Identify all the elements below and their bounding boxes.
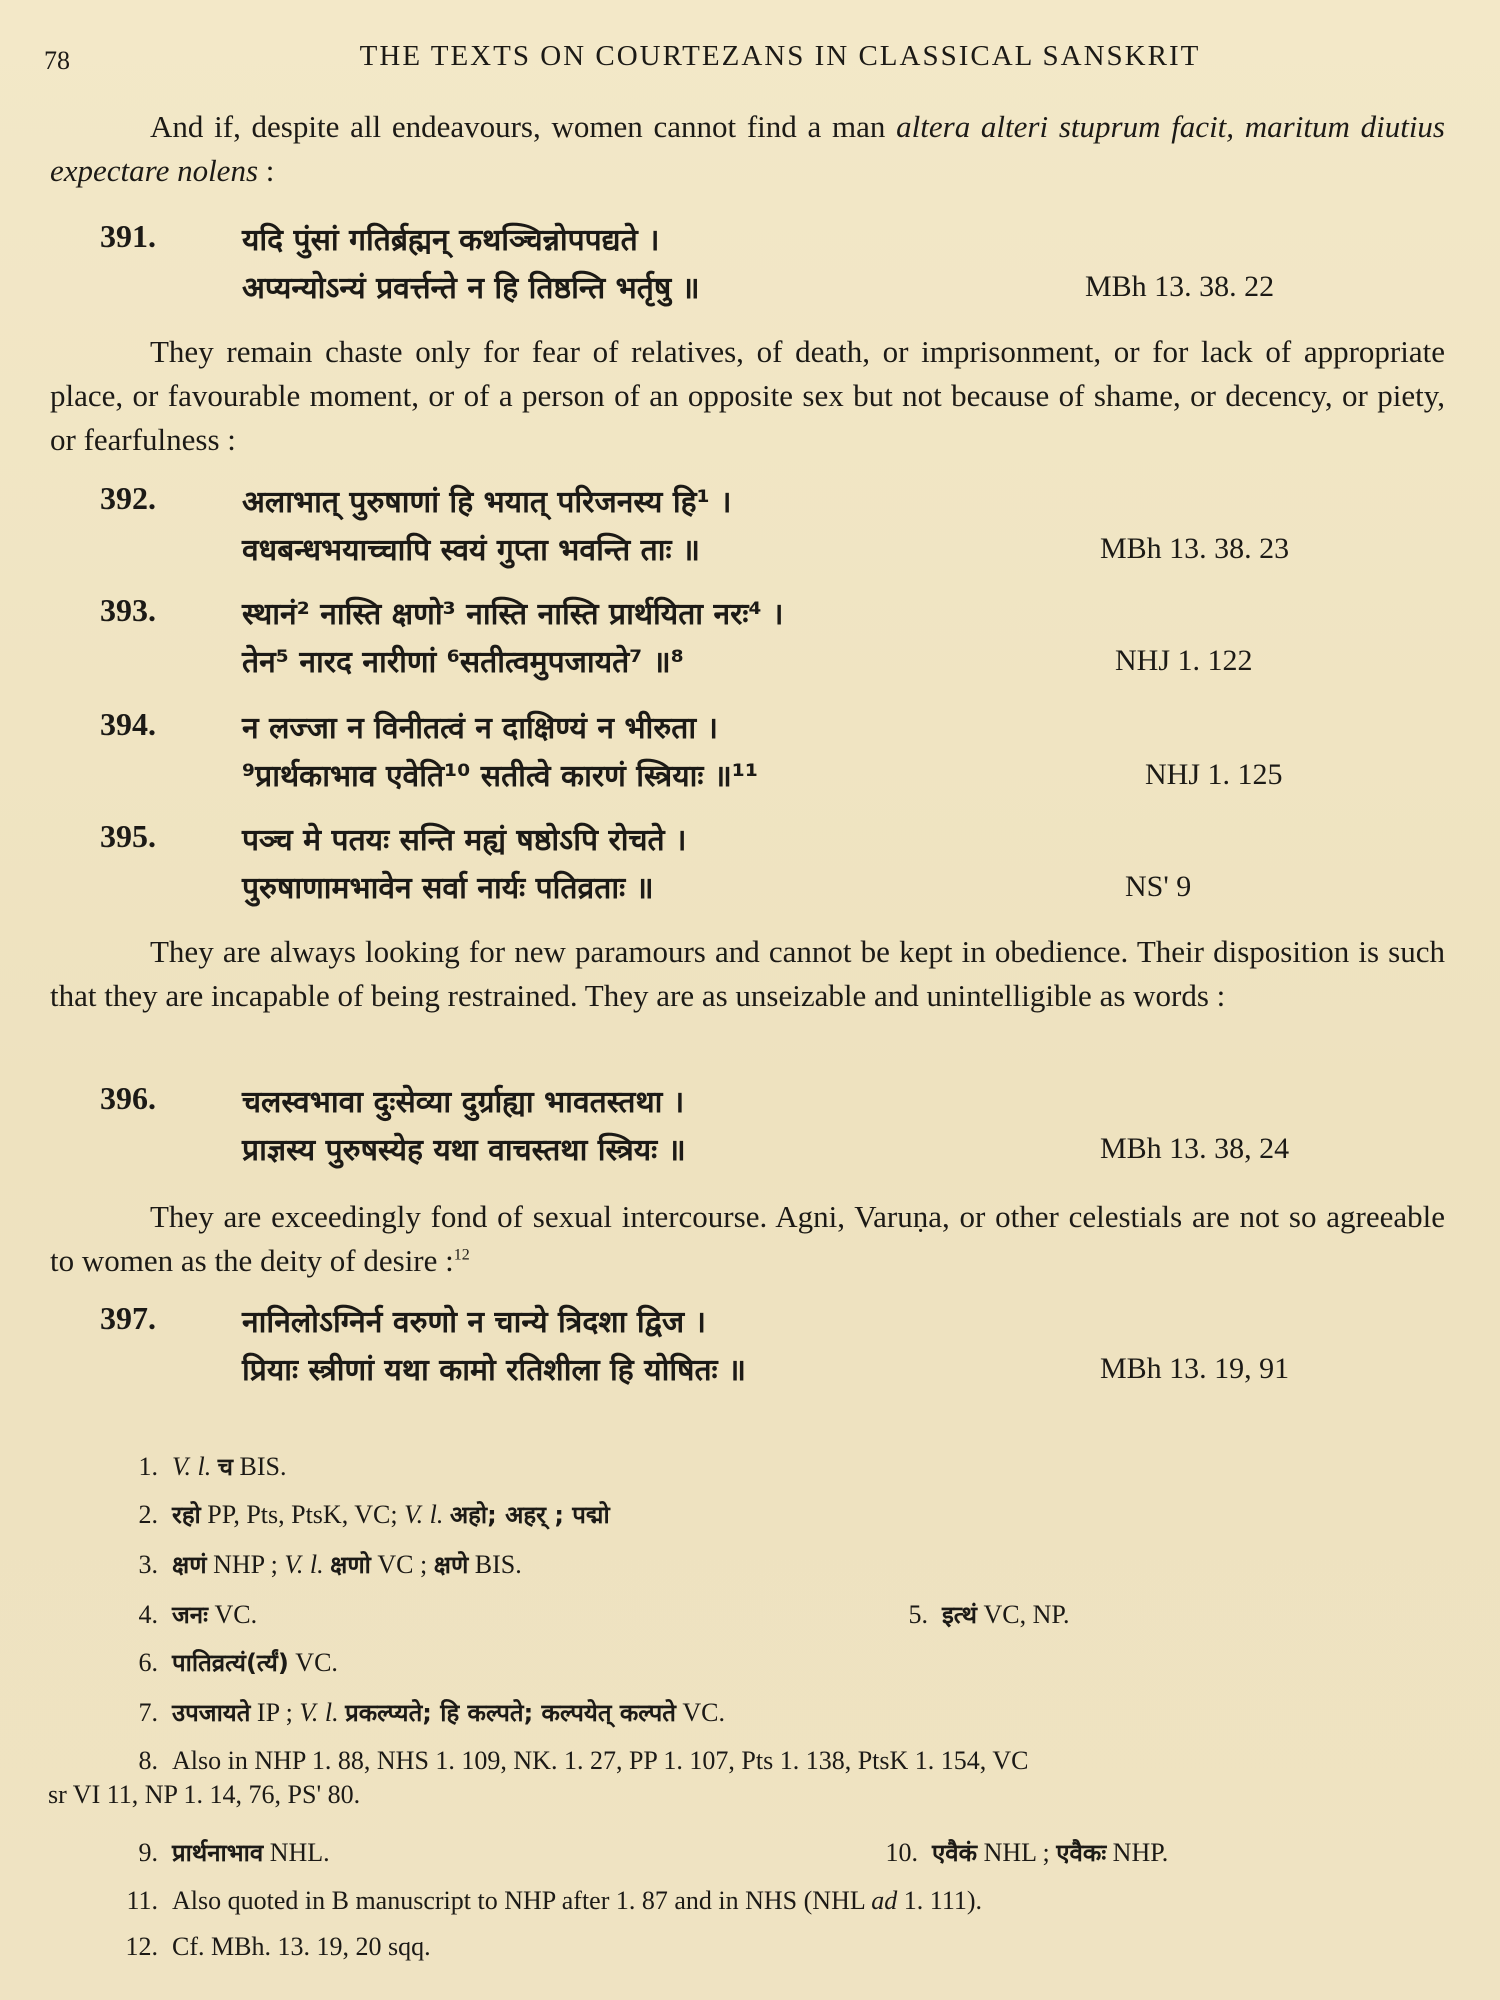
verse-394 (100, 706, 1420, 806)
footnote-text: PP, Pts, PtsK, VC; (200, 1500, 405, 1529)
verse-line-1: न लज्जा न विनीतत्वं न दाक्षिण्यं न भीरुता । (242, 711, 718, 746)
sanskrit-reading: एवैकं (932, 1839, 978, 1867)
sanskrit-reading: अहो; अहर् ; पद्मो (449, 1501, 610, 1529)
verse-source: NS' 9 (1125, 870, 1192, 903)
footnote-text: V. l. (284, 1550, 331, 1579)
footnote-6 (110, 1646, 338, 1679)
footnote-1 (110, 1450, 286, 1483)
verse-line-2: ⁹प्रार्थकाभाव एवेति¹⁰ सतीत्वे कारणं स्त्रियाः ॥¹¹ (242, 759, 759, 794)
paragraph-text: And if, despite all endeavours, women cannot find a man (150, 109, 897, 144)
sanskrit-reading: प्रकल्प्यते; हि कल्पते; कल्पयेत् कल्पते (345, 1699, 676, 1727)
verse-line-2: पुरुषाणामभावेन सर्वा नार्यः पतिव्रताः ॥ (242, 871, 654, 906)
paragraph-text: : (258, 153, 275, 188)
footnote-number: 9. (138, 1838, 158, 1867)
verse-392 (100, 480, 1420, 580)
verse-number: 397. (100, 1300, 156, 1336)
verse-395 (100, 818, 1420, 918)
footnote-11 (110, 1886, 982, 1916)
latin-phrase: altera alteri stuprum facit, maritum diutius expectare nolens (50, 109, 1445, 188)
footnote-5 (880, 1598, 1070, 1631)
verse-source: NHJ 1. 125 (1145, 758, 1283, 791)
footnote-text: V. l. (172, 1452, 218, 1481)
verse-number: 393. (100, 592, 156, 628)
footnote-text: V. l. (404, 1500, 450, 1529)
footnote-number: 5. (908, 1600, 928, 1629)
footnote-text: VC ; (370, 1550, 434, 1579)
verse-line-2: वधबन्धभयाच्चापि स्वयं गुप्ता भवन्ति ताः ॥ (242, 533, 700, 568)
verse-source: MBh 13. 19, 91 (1100, 1352, 1290, 1385)
footnote-number: 4. (138, 1600, 158, 1629)
sanskrit-reading: क्षणं (172, 1551, 207, 1579)
verse-393 (100, 592, 1420, 692)
footnote-number: 7. (138, 1698, 158, 1727)
footnote-text: VC. (288, 1648, 338, 1677)
footnote-text: sr VI 11, NP 1. 14, 76, PS' 80. (48, 1780, 361, 1809)
footnote-text: V. l. (299, 1698, 346, 1727)
footnote-text: BIS. (233, 1452, 287, 1481)
footnote-number: 3. (138, 1550, 158, 1579)
verse-line-1: नानिलोऽग्निर्न वरुणो न चान्ये त्रिदशा द्विज । (242, 1305, 707, 1340)
verse-source: MBh 13. 38. 22 (1085, 270, 1275, 303)
paragraph-intro (50, 105, 1445, 193)
verse-397 (100, 1300, 1420, 1400)
verse-number: 394. (100, 706, 156, 742)
paragraph-chastity (50, 330, 1445, 462)
verse-line-2: प्रियाः स्त्रीणां यथा कामो रतिशीला हि योषितः ॥ (242, 1353, 747, 1388)
footnote-text: NHP. (1106, 1838, 1169, 1867)
sanskrit-reading: च (217, 1453, 234, 1481)
sanskrit-reading: क्षणे (433, 1551, 469, 1579)
footnote-text: IP ; (250, 1698, 300, 1727)
footnote-text: NHP ; (206, 1550, 285, 1579)
verse-number: 395. (100, 818, 156, 854)
footnote-4 (110, 1598, 257, 1631)
footnote-12 (110, 1932, 431, 1962)
footnote-text: VC. (675, 1698, 726, 1727)
footnote-8-continued (48, 1780, 360, 1810)
footnote-text: 1. 111). (897, 1886, 983, 1915)
verse-line-2: अप्यन्योऽन्यं प्रवर्त्तन्ते न हि तिष्ठन्ति भर्तृषु ॥ (242, 271, 700, 306)
sanskrit-reading: जनः (172, 1601, 208, 1629)
running-title: THE TEXTS ON COURTEZANS IN CLASSICAL SANSKRIT (359, 40, 1201, 72)
footnote-number: 2. (138, 1500, 158, 1529)
footnote-9 (110, 1836, 330, 1869)
verse-line-1: यदि पुंसां गतिर्ब्रह्मन् कथञ्चिन्नोपपद्यते । (242, 223, 660, 258)
footnote-text: Also quoted in B manuscript to NHP after 1. 87 and in NHS (NHL (172, 1886, 872, 1915)
footnote-8 (110, 1746, 1028, 1776)
footnote-text: ad (871, 1886, 898, 1915)
verse-number: 391. (100, 218, 156, 254)
sanskrit-reading: पातिव्रत्यं(र्त्यं) (172, 1649, 289, 1677)
verse-source: NHJ 1. 122 (1115, 644, 1253, 677)
footnote-text: VC. (207, 1600, 258, 1629)
verse-number: 396. (100, 1080, 156, 1116)
footnote-number: 1. (138, 1452, 158, 1481)
verse-line-1: पञ्च मे पतयः सन्ति मह्यं षष्ठोऽपि रोचते । (242, 823, 687, 858)
footnote-text: Also in NHP 1. 88, NHS 1. 109, NK. 1. 27, PP 1. 107, Pts 1. 138, PtsK 1. 154, VC (172, 1746, 1029, 1775)
sanskrit-reading: रहो (172, 1501, 201, 1529)
footnote-text: NHL. (263, 1838, 330, 1867)
verse-source: MBh 13. 38, 24 (1100, 1132, 1290, 1165)
footnote-number: 12. (125, 1932, 158, 1961)
sanskrit-reading: उपजायते (172, 1699, 251, 1727)
sanskrit-reading: क्षणो (330, 1551, 371, 1579)
footnote-text: NHL ; (977, 1838, 1057, 1867)
verse-line-2: तेन⁵ नारद नारीणां ⁶सतीत्वमुपजायते⁷ ॥⁸ (242, 645, 684, 680)
footnote-number: 6. (138, 1648, 158, 1677)
footnote-number: 10. (885, 1838, 918, 1867)
verse-396 (100, 1080, 1420, 1180)
footnote-2 (110, 1498, 610, 1531)
sanskrit-reading: इत्थं (942, 1601, 978, 1629)
paragraph-text: They are always looking for new paramours and cannot be kept in obedience. Their disposition is such that they are incapable of being restrained. They are as unseizable and unintelligible as words : (50, 934, 1445, 1013)
paragraph-paramours (50, 930, 1445, 1018)
verse-line-1: स्थानं² नास्ति क्षणो³ नास्ति नास्ति प्रार्थयिता नरः⁴ । (242, 597, 784, 632)
verse-number: 392. (100, 480, 156, 516)
paragraph-text: They remain chaste only for fear of relatives, of death, or imprisonment, or for lack of appropriate place, or favourable moment, or of a person of an opposite sex but not because of shame, or decency, or piety, or fearfulness : (50, 334, 1445, 457)
sanskrit-reading: एवैकः (1056, 1839, 1107, 1867)
footnote-text: Cf. MBh. 13. 19, 20 sqq. (172, 1932, 431, 1961)
footnote-text: VC, NP. (977, 1600, 1070, 1629)
page-header (40, 40, 1460, 80)
footnote-7 (110, 1696, 725, 1729)
verse-391 (100, 218, 1420, 318)
sanskrit-reading: प्रार्थनाभाव (172, 1839, 264, 1867)
verse-line-2: प्राज्ञस्य पुरुषस्येह यथा वाचस्तथा स्त्रियः ॥ (242, 1133, 686, 1168)
footnote-number: 11. (126, 1886, 158, 1915)
paragraph-desire (50, 1195, 1445, 1283)
footnote-ref: 12 (453, 1246, 470, 1264)
paragraph-text: They are exceedingly fond of sexual intercourse. Agni, Varuṇa, or other celestials are not so agreeable to women as the deity of desire : (50, 1199, 1445, 1278)
footnote-10 (870, 1836, 1168, 1869)
page-number: 78 (44, 46, 70, 75)
footnote-number: 8. (138, 1746, 158, 1775)
verse-line-1: चलस्वभावा दुःसेव्या दुर्ग्राह्या भावतस्तथा । (242, 1085, 685, 1120)
verse-source: MBh 13. 38. 23 (1100, 532, 1290, 565)
footnote-3 (110, 1548, 522, 1581)
verse-line-1: अलाभात् पुरुषाणां हि भयात् परिजनस्य हि¹ । (242, 485, 732, 520)
footnote-text: BIS. (468, 1550, 522, 1579)
